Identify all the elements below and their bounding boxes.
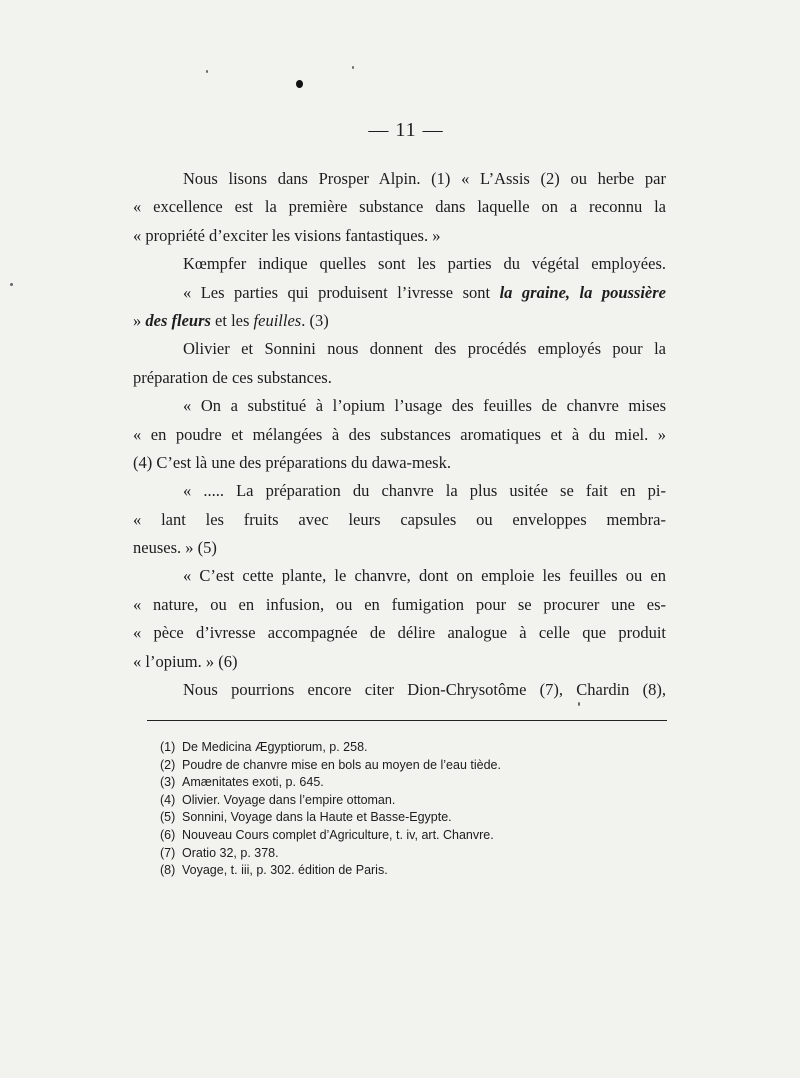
footnote-number: (2)	[160, 757, 176, 772]
page-number: — 11 —	[368, 119, 444, 141]
footnote-text: De Medicina Ægyptiorum, p. 258.	[182, 740, 368, 754]
footnotes	[160, 739, 660, 880]
text-line: (4) C’est là une des préparations du dawa-mesk.	[133, 452, 451, 472]
text-line: Nous lisons dans Prosper Alpin. (1) « L’Assis (2) ou herbe par	[183, 169, 666, 188]
footnote-rule	[147, 720, 667, 721]
footnote	[160, 739, 660, 757]
footnote-text: Amænitates exoti, p. 645.	[182, 775, 324, 790]
text-line: « en poudre et mélangées à des substances aromatiques et à du miel. »	[133, 424, 666, 444]
footnote-number: (8)	[160, 863, 176, 878]
text-line: « l’opium. » (6)	[133, 651, 238, 671]
text-line: « excellence est la première substance dans laquelle on a reconnu la	[133, 197, 666, 217]
footnote-text: Voyage, t. iii, p. 302. édition de Paris.	[182, 863, 388, 878]
italic-span: la graine, la poussière	[499, 282, 666, 302]
text-span: »	[133, 310, 146, 330]
footnote	[160, 792, 660, 810]
text-span: et les	[210, 310, 254, 330]
footnote	[160, 845, 660, 863]
footnote-number: (4)	[160, 792, 176, 807]
ink-speck	[352, 66, 354, 69]
text-line: « On a substitué à l’opium l’usage des feuilles de chanvre mises	[183, 396, 666, 416]
footnote-text: Poudre de chanvre mise en bols au moyen de l’eau tiède.	[182, 757, 501, 772]
italic-span: des fleurs	[145, 310, 211, 330]
footnote	[160, 757, 660, 775]
text-line: préparation de ces substances.	[133, 367, 332, 387]
footnote	[160, 809, 660, 827]
footnote	[160, 774, 660, 792]
text-line: Kœmpfer indique quelles sont les parties du végétal employées.	[183, 254, 666, 274]
text-line: « nature, ou en infusion, ou en fumigation pour se procurer une es-	[133, 594, 666, 614]
footnote-number: (3)	[160, 775, 176, 790]
body-text	[133, 165, 666, 704]
text-line: « C’est cette plante, le chanvre, dont on emploie les feuilles ou en	[183, 566, 666, 586]
footnote-text: Oratio 32, p. 378.	[182, 845, 279, 860]
text-line: « ..... La préparation du chanvre la plus usitée se fait en pi-	[183, 481, 666, 501]
footnote	[160, 827, 660, 845]
footnote-number: (7)	[160, 845, 176, 860]
ink-speck	[206, 70, 208, 73]
footnote-number: (5)	[160, 810, 176, 825]
text-line: « propriété d’exciter les visions fantastiques. »	[133, 225, 441, 245]
ink-dot	[296, 80, 303, 88]
text-line	[133, 307, 666, 335]
text-line	[133, 279, 666, 307]
text-line: « lant les fruits avec leurs capsules ou enveloppes membra-	[133, 509, 666, 529]
text-line: Nous pourrions encore citer Dion-Chrysotôme (7), Chardin (8),	[183, 680, 666, 700]
footnote-number: (1)	[160, 740, 176, 754]
footnote-text: Nouveau Cours complet d’Agriculture, t. iv, art. Chanvre.	[182, 827, 494, 842]
footnote-text: Olivier. Voyage dans l’empire ottoman.	[182, 792, 396, 807]
text-line: « pèce d’ivresse accompagnée de délire analogue à celle que produit	[133, 623, 666, 643]
text-line: Olivier et Sonnini nous donnent des procédés employés pour la	[183, 339, 666, 359]
footnote-number: (6)	[160, 827, 176, 842]
footnote	[160, 862, 660, 880]
text-span: . (3)	[301, 310, 329, 330]
text-line: neuses. » (5)	[133, 538, 217, 558]
italic-span: feuilles	[253, 310, 302, 330]
ink-speck	[10, 283, 13, 286]
text-span: « Les parties qui produisent l’ivresse sont	[183, 282, 500, 302]
footnote-text: Sonnini, Voyage dans la Haute et Basse-Egypte.	[182, 810, 452, 825]
